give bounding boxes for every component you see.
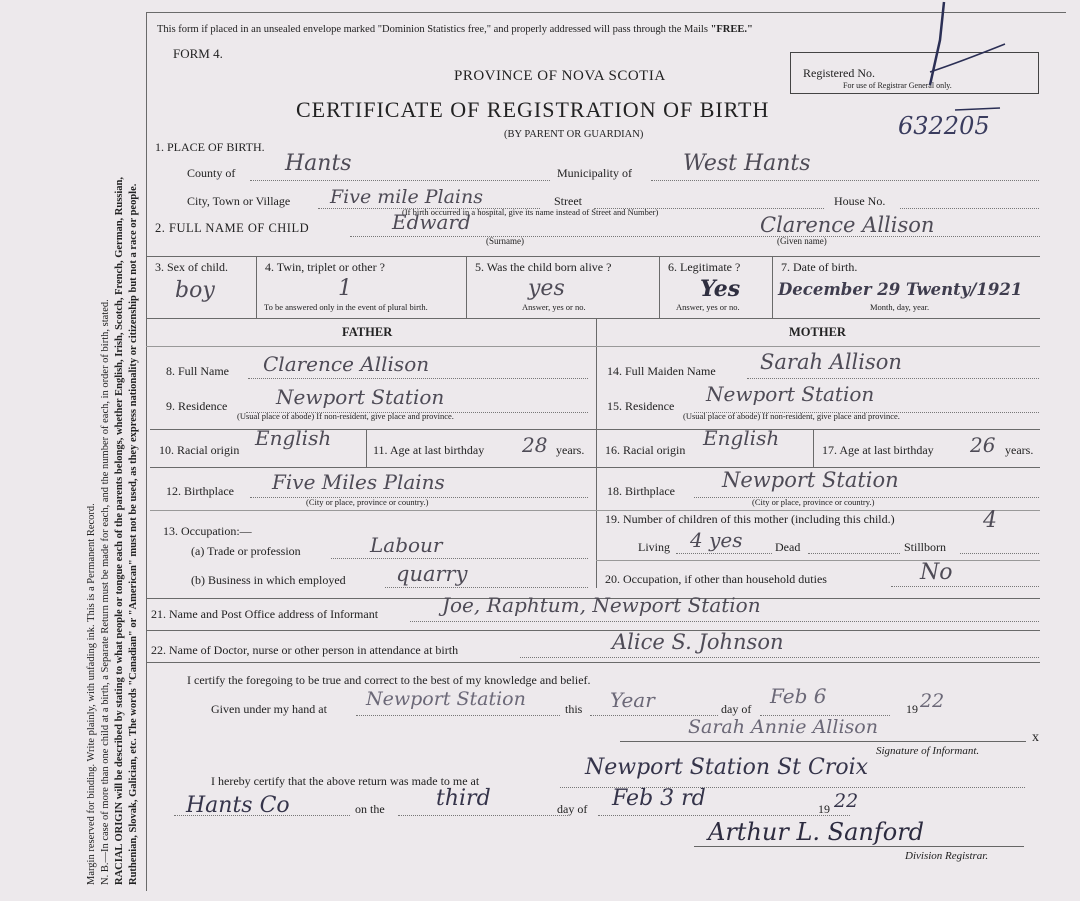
margin-line-1: Margin reserved for binding. Write plainly, with unfading ink. This is a Permanent Record.: [86, 503, 97, 885]
on-the-line: [398, 815, 568, 816]
dob-note: Month, day, year.: [870, 302, 930, 312]
stillborn-label: Stillborn: [904, 540, 947, 554]
twin-label: 4. Twin, triplet or other ?: [265, 260, 385, 274]
mother-residence-label: 15. Residence: [607, 399, 675, 413]
mail-notice-free: "FREE.": [710, 24, 753, 35]
row3-divider-2: [466, 256, 467, 318]
alive-note: Answer, yes or no.: [522, 302, 586, 312]
municipality-value: West Hants: [683, 151, 811, 176]
mail-notice: [157, 24, 753, 35]
row3-bottom-rule: [146, 318, 1040, 319]
registered-label: Registered No.: [803, 66, 875, 80]
registrar-county-line: [174, 815, 350, 816]
informant-mark: x: [1032, 730, 1039, 745]
registrar-certify-text: I hereby certify that the above return was made to me at: [211, 774, 480, 788]
on-the-value: third: [436, 786, 491, 811]
father-race-label: 10. Racial origin: [159, 443, 240, 457]
child-given-name: Clarence Allison: [760, 213, 935, 237]
child-name-line: [350, 236, 1040, 237]
mother-race-top-rule: [596, 429, 1040, 430]
doctor-value: Alice S. Johnson: [612, 630, 784, 654]
given-under-label: Given under my hand at: [211, 702, 327, 716]
living-line: [676, 553, 772, 554]
registrar-signature-line: [694, 846, 1024, 847]
given-note: (Given name): [777, 236, 827, 246]
doctor-label: 22. Name of Doctor, nurse or other person in attendance at birth: [151, 643, 459, 657]
father-name-line: [248, 378, 588, 379]
mother-residence-note: (Usual place of abode) If non-resident, give place and province.: [683, 411, 900, 421]
legitimate-value: Yes: [700, 276, 741, 302]
certify-top-rule: [146, 662, 1040, 663]
doctor-line: [520, 657, 1039, 658]
registrar-county-value: Hants Co: [186, 793, 290, 818]
mother-occupation-value: No: [920, 560, 953, 585]
mother-race-value: English: [703, 426, 780, 450]
given-place-line: [356, 715, 560, 716]
informant-signature: Sarah Annie Allison: [688, 716, 878, 738]
margin-line-4: Ruthenian, Slovak, Galician, etc. The words "Canadian" or "American" must not be used, as they express nationality or citizenship but not a race or people.: [128, 183, 139, 885]
father-race-divider: [366, 429, 367, 467]
day-of-value: Feb 6: [770, 684, 827, 708]
alive-label: 5. Was the child born alive ?: [475, 260, 612, 274]
father-race-bottom-rule: [150, 467, 596, 468]
place-of-birth-label: 1. PLACE OF BIRTH.: [155, 140, 265, 154]
legitimate-label: 6. Legitimate ?: [668, 260, 741, 274]
mother-birthplace-value: Newport Station: [722, 468, 899, 492]
father-trade-label: (a) Trade or profession: [191, 544, 301, 558]
father-residence-value: Newport Station: [276, 385, 445, 409]
alive-value: yes: [528, 276, 565, 301]
registrar-day-of-line: [598, 815, 850, 816]
this-label: this: [565, 702, 583, 716]
sex-value: boy: [175, 278, 215, 303]
registrar-year-prefix: 19: [818, 802, 830, 816]
year-value: 22: [920, 690, 945, 712]
margin-line-3: RACIAL ORIGIN will be described by stating to what people or tongue each of the parents belongs, whether English, Irish, Scotch, French, German, Russian,: [114, 176, 125, 885]
street-label: Street: [554, 194, 582, 208]
legitimate-note: Answer, yes or no.: [676, 302, 740, 312]
twin-note: To be answered only in the event of plural birth.: [264, 302, 428, 312]
county-line: [250, 180, 550, 181]
dead-line: [808, 553, 900, 554]
given-place-value: Newport Station: [366, 688, 526, 710]
father-business-line: [385, 587, 588, 588]
father-occupation-label: 13. Occupation:—: [163, 524, 252, 538]
father-race-top-rule: [150, 429, 596, 430]
father-race-value: English: [255, 426, 332, 450]
children-count-label: 19. Number of children of this mother (including this child.): [605, 512, 895, 526]
child-surname: Edward: [392, 210, 471, 234]
mother-children-rule: [596, 510, 1040, 511]
mother-race-label: 16. Racial origin: [605, 443, 686, 457]
father-residence-note: (Usual place of abode) If non-resident, give place and province.: [237, 411, 454, 421]
registrar-place-value: Newport Station St Croix: [585, 755, 869, 780]
father-trade-value: Labour: [370, 533, 443, 557]
informant-label: 21. Name and Post Office address of Informant: [151, 607, 379, 621]
informant-signature-label: Signature of Informant.: [876, 745, 980, 757]
row3-divider-1: [256, 256, 257, 318]
mother-occ-rule: [596, 560, 1040, 561]
mother-heading: MOTHER: [789, 325, 846, 339]
mother-years: years.: [1005, 443, 1034, 457]
registered-note: For use of Registrar General only.: [843, 81, 952, 90]
registered-number: 632205: [898, 112, 990, 140]
mother-race-divider: [813, 429, 814, 467]
father-name-label: 8. Full Name: [166, 364, 229, 378]
father-name-value: Clarence Allison: [263, 352, 430, 376]
registrar-day-of-label: day of: [557, 802, 588, 816]
registrar-signature-label: Division Registrar.: [905, 850, 989, 862]
province-heading: PROVINCE OF NOVA SCOTIA: [454, 68, 666, 84]
surname-note: (Surname): [486, 236, 524, 246]
city-label: City, Town or Village: [187, 194, 291, 208]
certify-text: I certify the foregoing to be true and correct to the best of my knowledge and belief.: [187, 673, 591, 687]
row3-divider-4: [772, 256, 773, 318]
county-label: County of: [187, 166, 236, 180]
form-left-border: [146, 12, 147, 891]
registrar-signature: Arthur L. Sanford: [708, 818, 925, 846]
father-birthplace-note: (City or place, province or country.): [306, 497, 429, 507]
father-trade-line: [331, 558, 588, 559]
father-birthplace-label: 12. Birthplace: [166, 484, 234, 498]
on-the-label: on the: [355, 802, 385, 816]
hospital-note: (If birth occurred in a hospital, give its name instead of Street and Number): [402, 207, 659, 217]
county-value: Hants: [285, 151, 352, 176]
father-age-label: 11. Age at last birthday: [373, 443, 485, 457]
this-value: Year: [610, 688, 655, 712]
living-value: 4 yes: [690, 528, 743, 552]
page-title: CERTIFICATE OF REGISTRATION OF BIRTH: [296, 97, 770, 122]
child-name-label: 2. FULL NAME OF CHILD: [155, 221, 310, 235]
mother-name-line: [747, 378, 1039, 379]
father-occ-rule: [150, 510, 596, 511]
informant-signature-line: [620, 741, 1026, 742]
mother-name-value: Sarah Allison: [760, 350, 902, 374]
form-number: FORM 4.: [173, 46, 223, 61]
house-label: House No.: [834, 194, 886, 208]
sex-label: 3. Sex of child.: [155, 260, 228, 274]
registrar-pen-marks: [900, 0, 1020, 120]
father-residence-label: 9. Residence: [166, 399, 228, 413]
binding-margin: [0, 0, 145, 901]
registrar-year-value: 22: [834, 790, 859, 812]
father-age-value: 28: [522, 433, 548, 457]
living-label: Living: [638, 540, 670, 554]
father-business-value: quarry: [396, 562, 468, 586]
mail-notice-text: This form if placed in an unsealed envelope marked "Dominion Statistics free," and properly addressed will pass through the Mails: [157, 24, 708, 35]
mother-birthplace-label: 18. Birthplace: [607, 484, 675, 498]
registrar-day-of-value: Feb 3 rd: [612, 786, 706, 811]
dob-label: 7. Date of birth.: [781, 260, 858, 274]
dob-value: December 29 Twenty/1921: [778, 280, 1023, 299]
page-subtitle: (BY PARENT OR GUARDIAN): [504, 129, 644, 140]
father-business-label: (b) Business in which employed: [191, 573, 346, 587]
parents-head-rule: [146, 346, 1040, 347]
city-value: Five mile Plains: [330, 186, 483, 208]
mother-birthplace-note: (City or place, province or country.): [752, 497, 875, 507]
municipality-label: Municipality of: [557, 166, 632, 180]
stillborn-line: [960, 553, 1039, 554]
mother-age-label: 17. Age at last birthday: [822, 443, 934, 457]
dead-label: Dead: [775, 540, 801, 554]
father-birthplace-value: Five Miles Plains: [272, 470, 445, 494]
margin-line-2: N. B.—In case of more than one child at a birth, a Separate Return must be made for each, and the number of each, in order of birth, stated.: [100, 299, 111, 885]
mother-occupation-label: 20. Occupation, if other than household duties: [605, 572, 827, 586]
municipality-line: [651, 180, 1039, 181]
father-years: years.: [556, 443, 585, 457]
mother-name-label: 14. Full Maiden Name: [607, 364, 716, 378]
informant-line: [410, 621, 1039, 622]
twin-value: 1: [338, 276, 352, 301]
mother-age-value: 26: [970, 433, 996, 457]
day-of-label: day of: [721, 702, 752, 716]
doctor-top-rule: [146, 630, 1040, 631]
children-count-value: 4: [983, 508, 997, 533]
parents-divider: [596, 318, 597, 588]
mother-occupation-line: [891, 586, 1039, 587]
year-prefix: 19: [906, 702, 918, 716]
father-heading: FATHER: [342, 325, 393, 339]
row3-divider-3: [659, 256, 660, 318]
informant-value: Joe, Raphtum, Newport Station: [442, 593, 761, 617]
mother-residence-value: Newport Station: [706, 382, 875, 406]
row3-top-rule: [146, 256, 1040, 257]
house-line: [900, 208, 1039, 209]
